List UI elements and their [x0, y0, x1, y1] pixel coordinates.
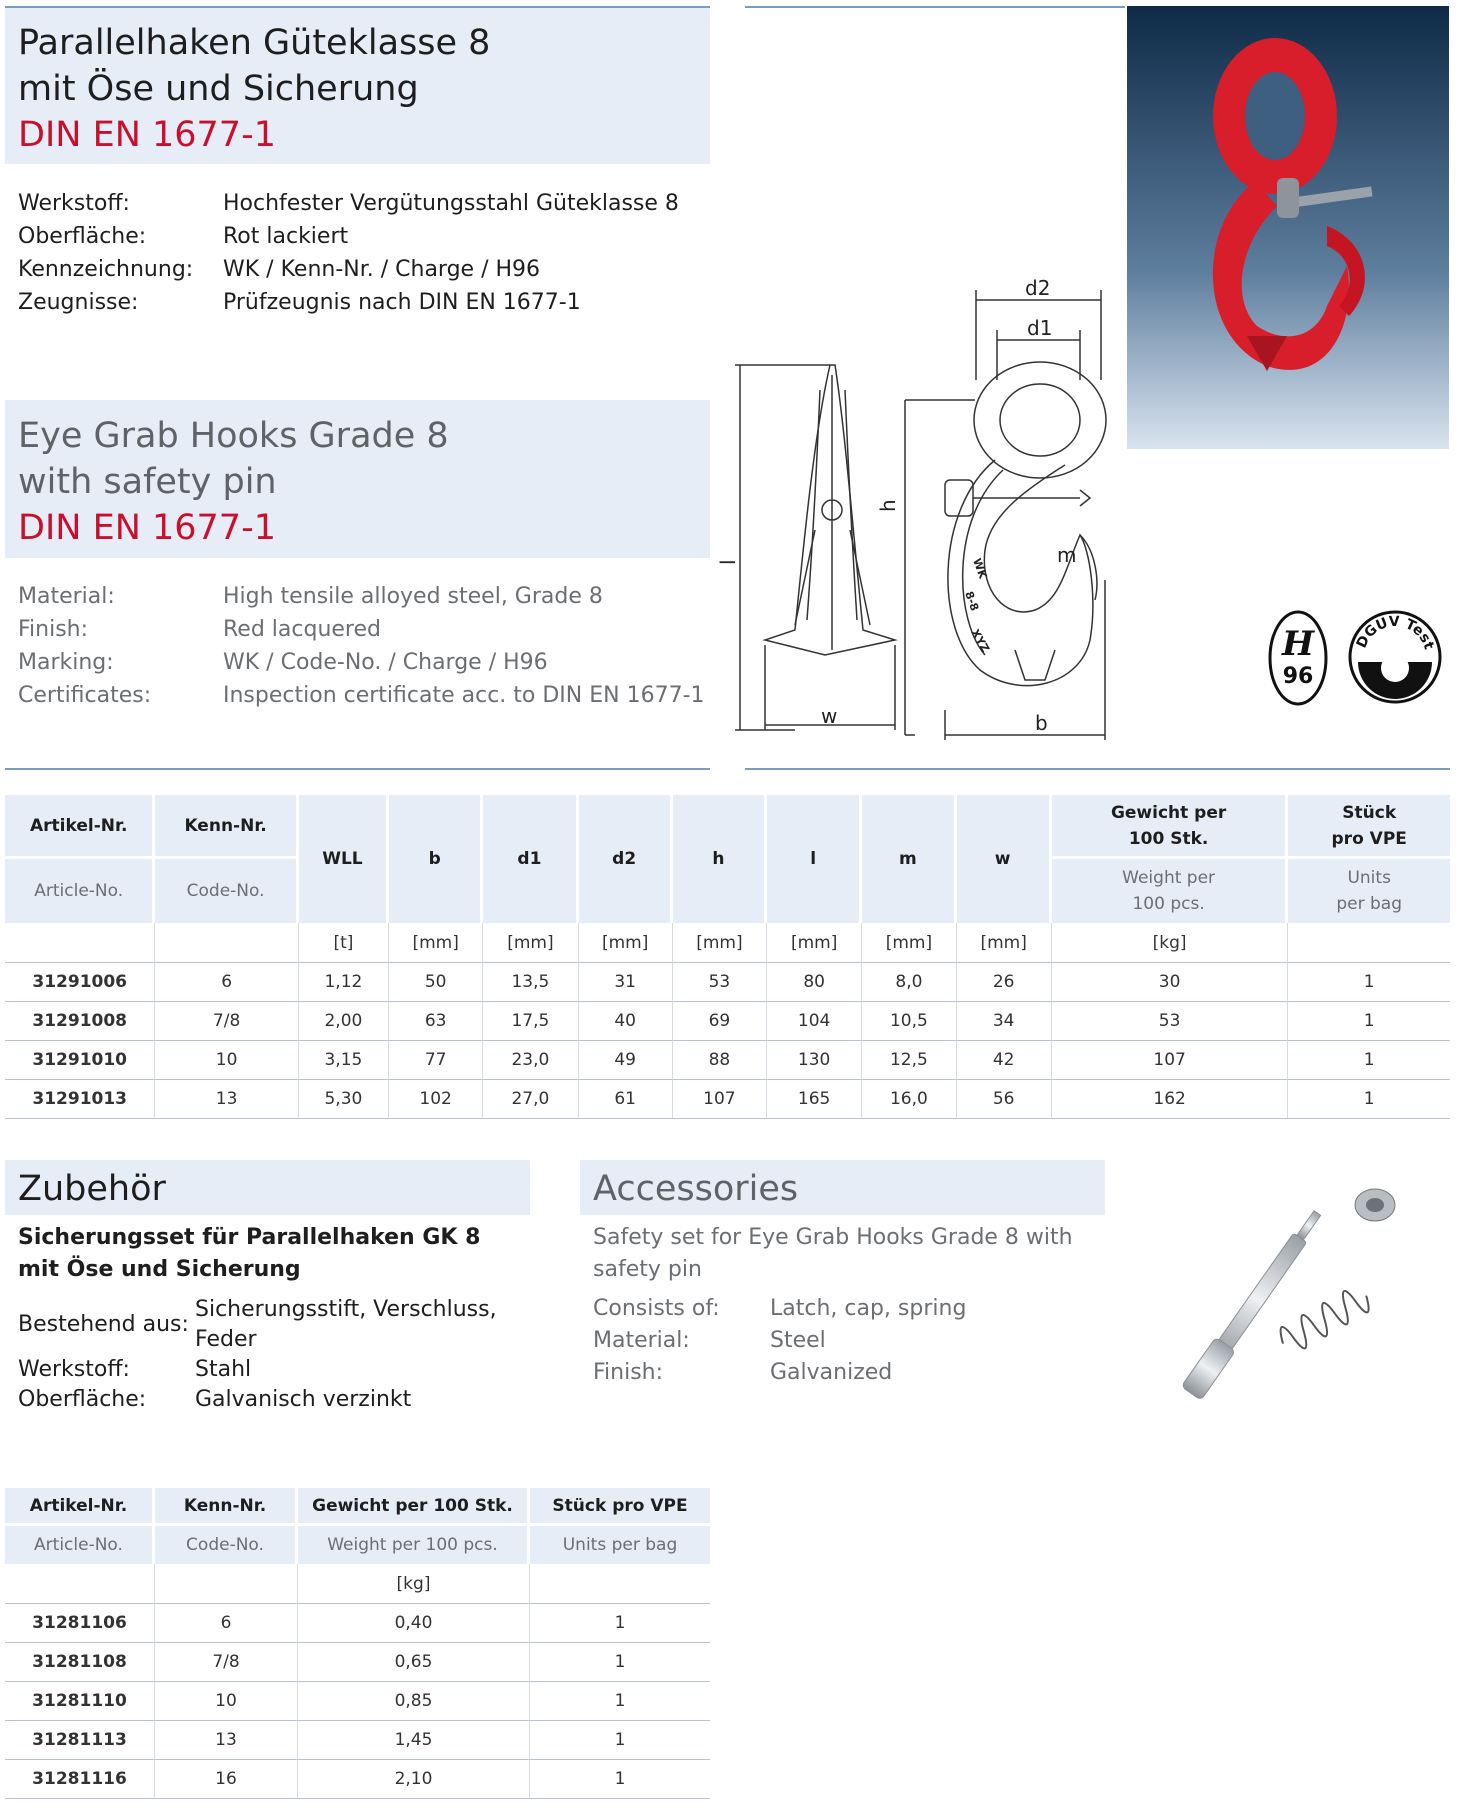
- table-row: [5, 1002, 1450, 1041]
- units-cell: 1: [530, 1721, 710, 1760]
- article-number: 31291008: [5, 1002, 155, 1041]
- en-spec-row: [18, 613, 705, 646]
- en-specs: [18, 580, 705, 712]
- weight-cell: 1,45: [298, 1721, 530, 1760]
- b-cell: 50: [389, 963, 483, 1002]
- wll-cell: 5,30: [299, 1080, 389, 1119]
- table-row: [5, 1041, 1450, 1080]
- wll-cell: 3,15: [299, 1041, 389, 1080]
- col-header-article-en: Article-No.: [5, 859, 155, 923]
- acc-de-specs: [18, 1295, 497, 1415]
- spec-value: Steel: [770, 1328, 826, 1353]
- col-header-d1: d1: [483, 795, 578, 923]
- units-cell: 1: [530, 1604, 710, 1643]
- d1-cell: 23,0: [483, 1041, 578, 1080]
- d2-cell: 61: [579, 1080, 673, 1119]
- col-header-units-de: [1288, 795, 1450, 859]
- spec-value: Galvanisch verzinkt: [195, 1387, 412, 1412]
- units-cell: 1: [1288, 1002, 1450, 1041]
- unit-cell: [mm]: [673, 923, 767, 963]
- article-number: 31281113: [5, 1721, 155, 1760]
- article-number: 31281116: [5, 1760, 155, 1799]
- mark-code: XYZ: [968, 627, 992, 655]
- unit-cell: [5, 923, 155, 963]
- units-row: [5, 923, 1450, 963]
- table-row: [5, 1643, 710, 1682]
- col-header-b: b: [389, 795, 483, 923]
- mark-grade: 8-8: [962, 589, 982, 613]
- d2-cell: 40: [579, 1002, 673, 1041]
- code-number: 13: [155, 1721, 298, 1760]
- de-spec-row: [18, 187, 679, 220]
- section-rule-right: [745, 768, 1450, 770]
- weight-de-line2: 100 Stk.: [1128, 828, 1209, 849]
- col-header-wll: WLL: [299, 795, 389, 923]
- en-title-line2: with safety pin: [18, 462, 277, 502]
- w-cell: 26: [957, 963, 1052, 1002]
- m-cell: 8,0: [862, 963, 956, 1002]
- de-standard: DIN EN 1677-1: [18, 115, 276, 155]
- spec-key: Oberfläche:: [18, 1387, 147, 1412]
- en-title: [18, 413, 449, 551]
- dguv-test-icon: [1348, 610, 1442, 704]
- units-en-line1: Units: [1347, 868, 1391, 888]
- spec-value: High tensile alloyed steel, Grade 8: [223, 584, 603, 609]
- dguv-text: DGUV Test: [1353, 613, 1437, 652]
- l-cell: 104: [767, 1002, 862, 1041]
- units-cell: 1: [530, 1760, 710, 1799]
- units-en-line2: per bag: [1336, 894, 1403, 914]
- col-header-article-de: Artikel-Nr.: [5, 795, 155, 859]
- spec-key: Bestehend aus:: [18, 1312, 189, 1337]
- safety-set-photo: [1160, 1175, 1410, 1385]
- spec-key: Certificates:: [18, 683, 152, 708]
- dim-label-l: l: [716, 559, 740, 565]
- table-row: [5, 1721, 710, 1760]
- b-cell: 77: [389, 1041, 483, 1080]
- spec-value: Stahl: [195, 1357, 252, 1382]
- acc-col-header-article-en: Article-No.: [5, 1526, 155, 1564]
- spec-key: Finish:: [593, 1360, 664, 1385]
- unit-cell: [mm]: [767, 923, 862, 963]
- de-title-line1: Parallelhaken Güteklasse 8: [18, 23, 491, 63]
- acc-en-spec-row: [593, 1357, 966, 1389]
- article-number: 31291006: [5, 963, 155, 1002]
- w-cell: 56: [957, 1080, 1052, 1119]
- col-header-h: h: [673, 795, 767, 923]
- code-number: 10: [155, 1682, 298, 1721]
- h-cell: 69: [673, 1002, 767, 1041]
- weight-cell: 0,65: [298, 1643, 530, 1682]
- de-title: [18, 20, 490, 158]
- acc-en-title: Accessories: [593, 1169, 799, 1209]
- acc-en-subtitle-line2: safety pin: [593, 1257, 702, 1282]
- de-spec-row: [18, 253, 679, 286]
- code-number: 6: [155, 963, 298, 1002]
- b-cell: 63: [389, 1002, 483, 1041]
- units-de-line1: Stück: [1342, 802, 1397, 823]
- units-cell: 1: [1288, 1080, 1450, 1119]
- spec-key: Werkstoff:: [18, 191, 130, 216]
- spec-value: Sicherungsstift, Verschluss,: [195, 1297, 497, 1322]
- acc-col-header-article-de: Artikel-Nr.: [5, 1488, 155, 1526]
- acc-col-header-code-de: Kenn-Nr.: [155, 1488, 298, 1526]
- code-number: 10: [155, 1041, 298, 1080]
- col-header-d2: d2: [579, 795, 673, 923]
- m-cell: 16,0: [862, 1080, 956, 1119]
- spec-value: WK / Kenn-Nr. / Charge / H96: [223, 257, 541, 282]
- weight-cell: 53: [1052, 1002, 1289, 1041]
- spec-value: Latch, cap, spring: [770, 1296, 967, 1321]
- w-cell: 42: [957, 1041, 1052, 1080]
- spec-value-cont: Feder: [195, 1327, 257, 1352]
- h96-letter: H: [1281, 624, 1315, 664]
- code-number: 16: [155, 1760, 298, 1799]
- accessories-table: [5, 1488, 710, 1799]
- col-header-units-en: [1288, 859, 1450, 923]
- weight-cell: 162: [1052, 1080, 1289, 1119]
- code-number: 7/8: [155, 1643, 298, 1682]
- dim-label-m: m: [1057, 543, 1077, 567]
- en-spec-row: [18, 580, 705, 613]
- section-rule-left: [5, 768, 710, 770]
- mark-wk: WK: [970, 556, 990, 581]
- col-header-m: m: [862, 795, 956, 923]
- spec-key: Marking:: [18, 650, 114, 675]
- acc-col-header-weight-en: Weight per 100 pcs.: [298, 1526, 530, 1564]
- code-number: 13: [155, 1080, 298, 1119]
- d2-cell: 49: [579, 1041, 673, 1080]
- en-standard: DIN EN 1677-1: [18, 508, 276, 548]
- d1-cell: 27,0: [483, 1080, 578, 1119]
- de-spec-row: [18, 286, 679, 319]
- spec-key: Finish:: [18, 617, 89, 642]
- table-row: [5, 1604, 710, 1643]
- de-specs: [18, 187, 679, 319]
- dim-label-h: h: [876, 499, 900, 512]
- product-photo: [1127, 6, 1449, 449]
- units-cell: 1: [530, 1682, 710, 1721]
- unit-cell: [155, 1564, 298, 1604]
- dim-label-d1: d1: [1027, 316, 1053, 340]
- table-row: [5, 1682, 710, 1721]
- col-header-code-en: Code-No.: [155, 859, 298, 923]
- h96-number: 96: [1282, 664, 1314, 689]
- w-cell: 34: [957, 1002, 1052, 1041]
- acc-de-subtitle-line1: Sicherungsset für Parallelhaken GK 8: [18, 1225, 481, 1250]
- l-cell: 165: [767, 1080, 862, 1119]
- acc-col-header-weight-de: Gewicht per 100 Stk.: [298, 1488, 530, 1526]
- acc-de-spec-row: [18, 1295, 497, 1355]
- l-cell: 130: [767, 1041, 862, 1080]
- dim-label-b: b: [1035, 711, 1048, 735]
- wll-cell: 2,00: [299, 1002, 389, 1041]
- unit-cell: [5, 1564, 155, 1604]
- spec-value: WK / Code-No. / Charge / H96: [223, 650, 548, 675]
- h-cell: 107: [673, 1080, 767, 1119]
- d2-cell: 31: [579, 963, 673, 1002]
- top-rule-left: [5, 6, 710, 8]
- acc-en-specs: [593, 1293, 966, 1389]
- article-number: 31281108: [5, 1643, 155, 1682]
- col-header-l: l: [767, 795, 862, 923]
- unit-cell: [155, 923, 298, 963]
- weight-de-line1: Gewicht per: [1110, 802, 1227, 823]
- acc-col-header-units-de: Stück pro VPE: [530, 1488, 710, 1526]
- unit-cell: [t]: [299, 923, 389, 963]
- acc-de-title: Zubehör: [18, 1169, 166, 1209]
- spec-key: Material:: [593, 1328, 690, 1353]
- m-cell: 10,5: [862, 1002, 956, 1041]
- weight-cell: 0,40: [298, 1604, 530, 1643]
- article-number: 31291010: [5, 1041, 155, 1080]
- acc-en-spec-row: [593, 1325, 966, 1357]
- weight-en-line2: 100 pcs.: [1132, 894, 1205, 914]
- dim-label-d2: d2: [1025, 276, 1051, 300]
- spec-key: Oberfläche:: [18, 224, 147, 249]
- technical-drawing: [716, 276, 1135, 740]
- acc-col-header-code-en: Code-No.: [155, 1526, 298, 1564]
- spec-value: Hochfester Vergütungsstahl Güteklasse 8: [223, 191, 679, 216]
- spec-value: Prüfzeugnis nach DIN EN 1677-1: [223, 290, 581, 315]
- units-cell: 1: [530, 1643, 710, 1682]
- d1-cell: 13,5: [483, 963, 578, 1002]
- acc-en-spec-row: [593, 1293, 966, 1325]
- weight-cell: 2,10: [298, 1760, 530, 1799]
- unit-cell: [mm]: [483, 923, 578, 963]
- acc-de-spec-row: [18, 1385, 497, 1415]
- col-header-code-de: Kenn-Nr.: [155, 795, 298, 859]
- unit-cell: [kg]: [298, 1564, 530, 1604]
- code-number: 7/8: [155, 1002, 298, 1041]
- h-cell: 53: [673, 963, 767, 1002]
- d1-cell: 17,5: [483, 1002, 578, 1041]
- h96-badge-icon: [1268, 610, 1328, 707]
- weight-cell: 0,85: [298, 1682, 530, 1721]
- code-number: 6: [155, 1604, 298, 1643]
- l-cell: 80: [767, 963, 862, 1002]
- spec-value: Red lacquered: [223, 617, 381, 642]
- spec-value: Galvanized: [770, 1360, 893, 1385]
- unit-cell: [mm]: [957, 923, 1052, 963]
- en-spec-row: [18, 679, 705, 712]
- en-spec-row: [18, 646, 705, 679]
- acc-units-row: [5, 1564, 710, 1604]
- unit-cell: [1288, 923, 1450, 963]
- weight-cell: 30: [1052, 963, 1289, 1002]
- h-cell: 88: [673, 1041, 767, 1080]
- top-rule-right: [745, 6, 1125, 8]
- wll-cell: 1,12: [299, 963, 389, 1002]
- spec-key: Consists of:: [593, 1296, 720, 1321]
- table-row: [5, 1760, 710, 1799]
- acc-de-subtitle: [18, 1222, 480, 1286]
- unit-cell: [mm]: [862, 923, 956, 963]
- spec-key: Zeugnisse:: [18, 290, 139, 315]
- acc-de-subtitle-line2: mit Öse und Sicherung: [18, 1257, 301, 1282]
- article-number: 31281106: [5, 1604, 155, 1643]
- dim-label-w: w: [821, 704, 838, 728]
- weight-en-line1: Weight per: [1122, 868, 1216, 888]
- main-table: [5, 795, 1450, 1119]
- units-cell: 1: [1288, 1041, 1450, 1080]
- acc-col-header-units-en: Units per bag: [530, 1526, 710, 1564]
- col-header-weight-en: [1052, 859, 1289, 923]
- col-header-w: w: [957, 795, 1052, 923]
- article-number: 31291013: [5, 1080, 155, 1119]
- spec-key: Material:: [18, 584, 115, 609]
- spec-value: Inspection certificate acc. to DIN EN 1677-1: [223, 683, 705, 708]
- spec-key: Werkstoff:: [18, 1357, 130, 1382]
- article-number: 31281110: [5, 1682, 155, 1721]
- acc-en-subtitle: [593, 1222, 1073, 1286]
- acc-en-subtitle-line1: Safety set for Eye Grab Hooks Grade 8 with: [593, 1225, 1073, 1250]
- b-cell: 102: [389, 1080, 483, 1119]
- m-cell: 12,5: [862, 1041, 956, 1080]
- en-title-line1: Eye Grab Hooks Grade 8: [18, 416, 449, 456]
- unit-cell: [kg]: [1052, 923, 1289, 963]
- spec-key: Kennzeichnung:: [18, 257, 194, 282]
- unit-cell: [530, 1564, 710, 1604]
- de-spec-row: [18, 220, 679, 253]
- unit-cell: [mm]: [579, 923, 673, 963]
- col-header-weight-de: [1052, 795, 1289, 859]
- spec-value: Rot lackiert: [223, 224, 349, 249]
- weight-cell: 107: [1052, 1041, 1289, 1080]
- units-cell: 1: [1288, 963, 1450, 1002]
- de-title-line2: mit Öse und Sicherung: [18, 69, 419, 109]
- acc-de-spec-row: [18, 1355, 497, 1385]
- unit-cell: [mm]: [389, 923, 483, 963]
- table-row: [5, 963, 1450, 1002]
- units-de-line2: pro VPE: [1331, 828, 1407, 849]
- table-row: [5, 1080, 1450, 1119]
